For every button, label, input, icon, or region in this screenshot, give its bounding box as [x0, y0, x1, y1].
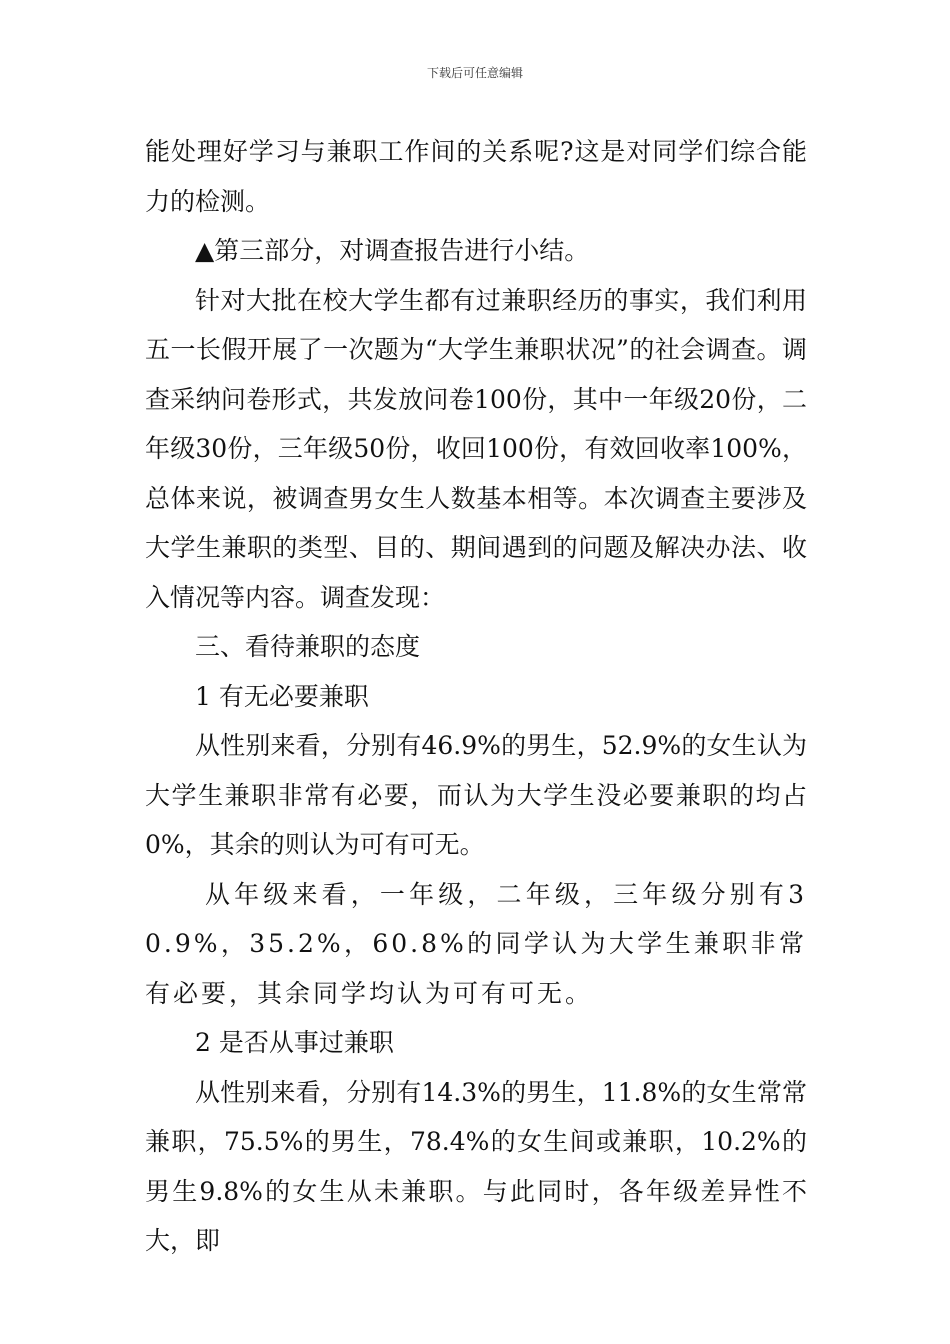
paragraph-gender-experience: 从性别来看，分别有14.3%的男生，11.8%的女生常常兼职，75.5%的男生，78.4%的女生间或兼职，10.2%的男生9.8%的女生从未兼职。与此同时，各年级差异性不大，即	[145, 1077, 807, 1255]
page-header: 下载后可任意编辑	[426, 66, 523, 80]
paragraph-continuation: 能处理好学习与兼职工作间的关系呢?这是对同学们综合能力的检测。	[145, 137, 807, 216]
paragraph-survey-summary: 针对大批在校大学生都有过兼职经历的事实，我们利用五一长假开展了一次题为“大学生兼职状况”的社会调查。调查采纳问卷形式，共发放问卷100份，其中一年级20份，二年级30份，三年级50份，收回100份，有效回收率100%，总体来说，被调查男女生人数基本相等。本次调查主要涉及大学生兼职的类型、目的、期间遇到的问题及解决办法、收入情况等内容。调查发现：	[145, 285, 807, 612]
paragraph-gender-necessity: 从性别来看，分别有46.9%的男生，52.9%的女生认为大学生兼职非常有必要，而认为大学生没必要兼职的均占0%，其余的则认为可有可无。	[145, 731, 807, 859]
paragraph-section-three-heading: ▲第三部分，对调查报告进行小结。	[195, 236, 590, 265]
heading-experience: 2 是否从事过兼职	[195, 1028, 394, 1057]
heading-attitude: 三、看待兼职的态度	[195, 632, 421, 661]
paragraph-grade-necessity: 从年级来看，一年级，二年级，三年级分别有30.9%，35.2%，60.8%的同学认为大学生兼职非常有必要，其余同学均认为可有可无。	[145, 879, 807, 1008]
document-body	[145, 127, 807, 1266]
heading-necessity: 1 有无必要兼职	[195, 681, 369, 711]
